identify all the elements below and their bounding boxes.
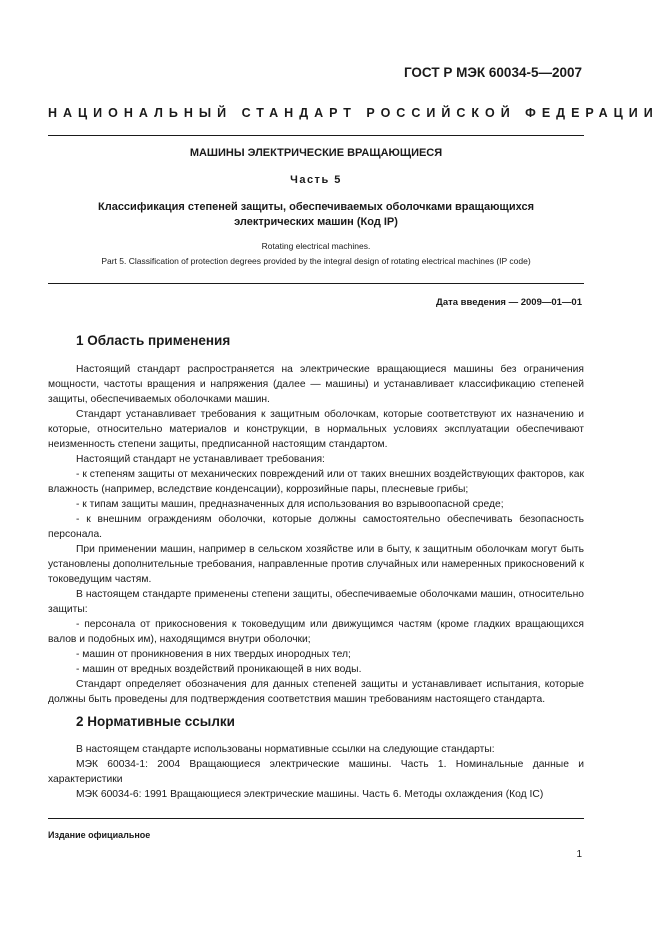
title-divider — [48, 283, 584, 284]
section-body-scope — [48, 362, 584, 707]
paragraph: Стандарт определяет обозначения для данных степеней защиты и устанавливает испытания, которые должны быть проведены для подтверждения соответствия машин требованиям настоящего стандарта. — [48, 679, 584, 705]
document-subtitle — [48, 200, 584, 230]
document-title: МАШИНЫ ЭЛЕКТРИЧЕСКИЕ ВРАЩАЮЩИЕСЯ — [189, 147, 443, 159]
paragraph: Стандарт устанавливает требования к защитным оболочкам, которые соответствуют их назначению и которые, относительно материалов и конструкции, в нормальных условиях эксплуатации обеспечивают неизменность степени защиты, предписанной настоящим стандартом. — [48, 409, 584, 450]
list-item: - к степеням защиты от механических повреждений или от таких внешних воздействующих факторов, как влажность (например, вследствие конденсации), коррозийные пары, плесневые грибы; — [48, 469, 584, 495]
list-item: - машин от проникновения в них твердых инородных тел; — [76, 649, 351, 660]
national-standard-heading: НАЦИОНАЛЬНЫЙ СТАНДАРТ РОССИЙСКОЙ ФЕДЕРАЦИИ — [48, 106, 659, 120]
part-label: Часть 5 — [290, 174, 342, 186]
paragraph: В настоящем стандарте использованы нормативные ссылки на следующие стандарты: — [76, 744, 495, 755]
list-item: - персонала от прикосновения к токоведущим или движущимся частям (кроме гладких вращающихся валов и подобных им), находящимся внутри оболочки; — [48, 619, 584, 645]
subtitle-line: электрических машин (Код IP) — [234, 216, 398, 228]
paragraph: При применении машин, например в сельском хозяйстве или в быту, к защитным оболочкам могут быть установлены дополнительные требования, направленные против случайных или намеренных прикосновений к токоведущим частям. — [48, 544, 584, 585]
subtitle-line: Классификация степеней защиты, обеспечиваемых оболочками вращающихся — [98, 201, 534, 213]
section-heading-scope: 1 Область применения — [76, 333, 231, 348]
english-title-line: Part 5. Classification of protection degrees provided by the integral design of rotating electrical machines (IP code) — [101, 256, 531, 266]
footer-divider — [48, 818, 584, 819]
paragraph: Настоящий стандарт не устанавливает требования: — [76, 454, 325, 465]
page-number: 1 — [576, 849, 582, 860]
reference-item: МЭК 60034-6: 1991 Вращающиеся электрические машины. Часть 6. Методы охлаждения (Код IC) — [76, 789, 544, 800]
official-edition-label: Издание официальное — [48, 830, 151, 840]
list-item: - машин от вредных воздействий проникающей в них воды. — [76, 664, 362, 675]
list-item: - к типам защиты машин, предназначенных для использования во взрывоопасной среде; — [76, 499, 504, 510]
reference-item: МЭК 60034-1: 2004 Вращающиеся электрические машины. Часть 1. Номинальные данные и характеристики — [48, 759, 584, 785]
paragraph: Настоящий стандарт распространяется на электрические вращающиеся машины без ограничения мощности, частоты вращения и напряжения (далее — машины) и устанавливает классификацию степеней защиты, обеспечиваемых оболочками машин. — [48, 364, 584, 405]
paragraph: В настоящем стандарте применены степени защиты, обеспечиваемые оболочками машин, относительно защиты: — [48, 589, 584, 615]
section-body-normative-references — [48, 742, 584, 802]
top-divider — [48, 135, 584, 136]
introduction-date: Дата введения — 2009—01—01 — [436, 297, 582, 308]
english-title-line: Rotating electrical machines. — [261, 241, 371, 251]
list-item: - к внешним ограждениям оболочки, которые должны самостоятельно обеспечивать безопасность персонала. — [48, 514, 584, 540]
section-heading-normative-references: 2 Нормативные ссылки — [76, 714, 235, 729]
document-code: ГОСТ Р МЭК 60034-5—2007 — [403, 65, 582, 80]
